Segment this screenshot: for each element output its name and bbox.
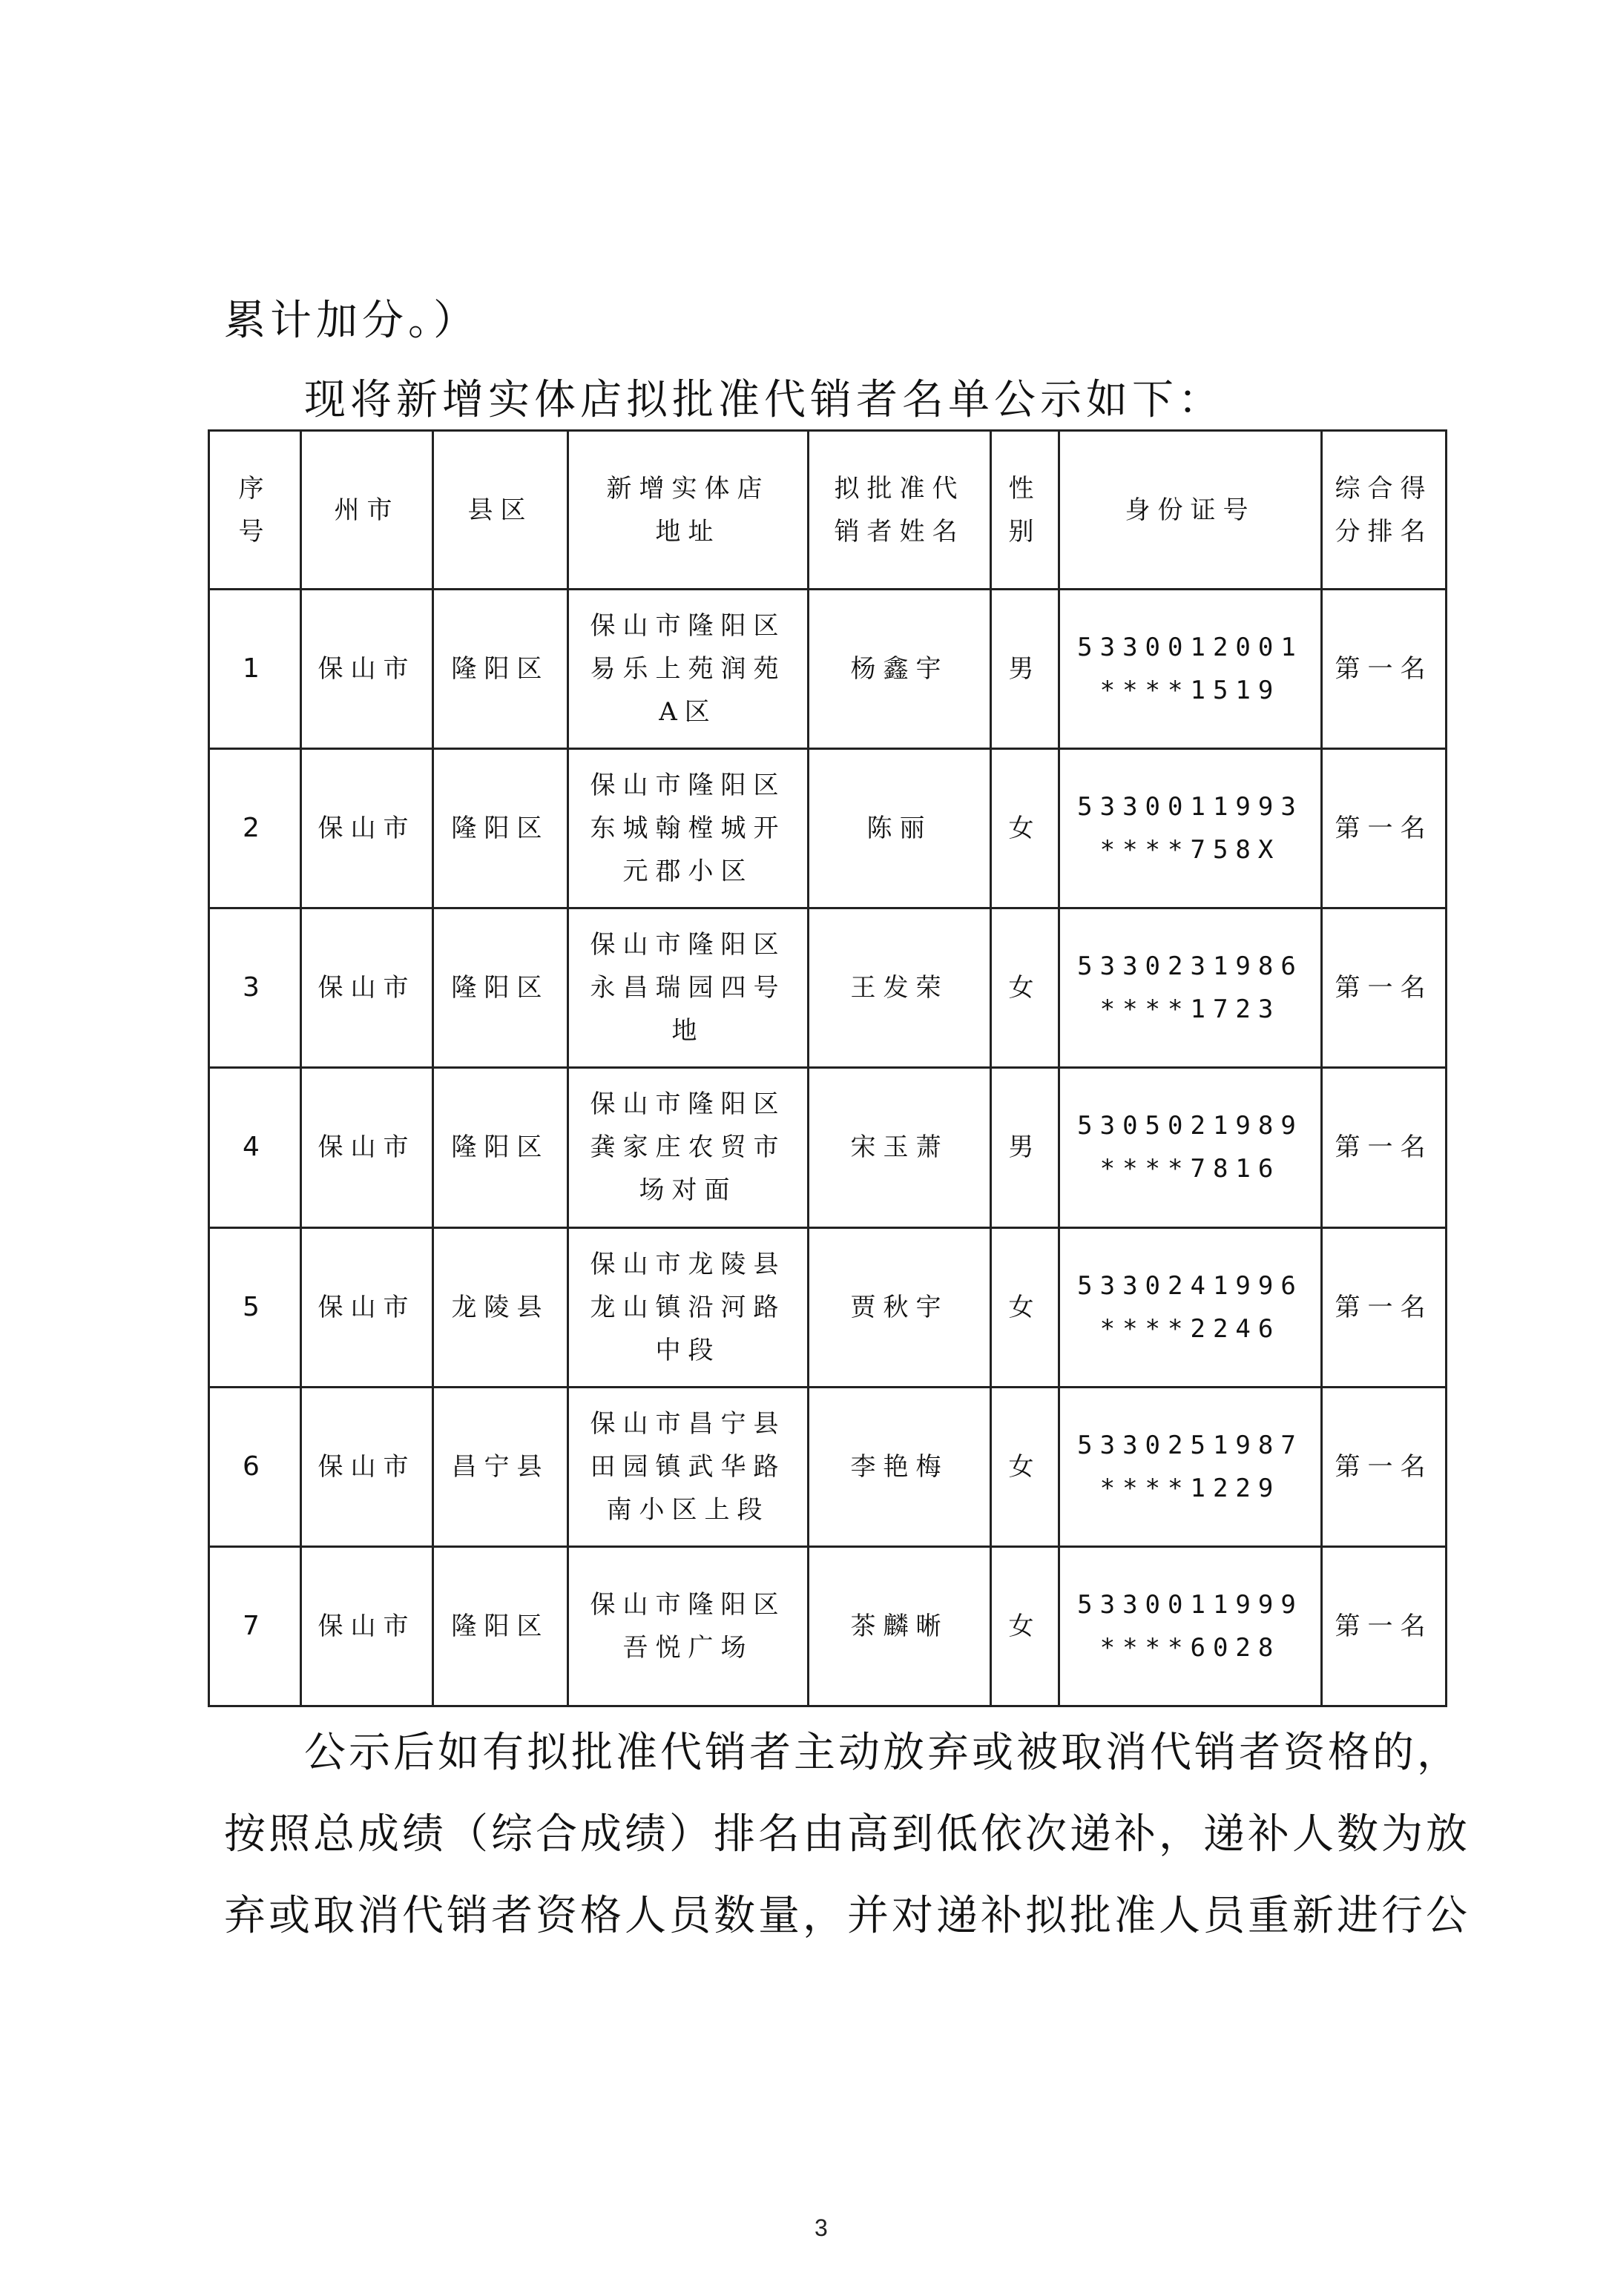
cell-rank: 第一名 [1322, 908, 1447, 1068]
address-line: A区 [659, 697, 717, 728]
cell-name: 王发荣 [809, 908, 991, 1068]
cell-seq: 5 [209, 1227, 301, 1387]
cell-name: 杨鑫宇 [809, 590, 991, 749]
table-header-row [209, 431, 1447, 590]
cell-county: 隆阳区 [433, 1546, 568, 1706]
cell-county: 隆阳区 [433, 908, 568, 1068]
cell-prefecture: 保山市 [301, 1068, 433, 1227]
header-name [809, 431, 991, 590]
cell-prefecture: 保山市 [301, 908, 433, 1068]
header-address-line: 新增实体店 [606, 473, 770, 504]
cell-prefecture: 保山市 [301, 1227, 433, 1387]
cell-address [568, 590, 809, 749]
cell-prefecture: 保山市 [301, 1546, 433, 1706]
cell-seq: 7 [209, 1546, 301, 1706]
cell-name: 宋玉萧 [809, 1068, 991, 1227]
header-seq-line: 号 [238, 516, 272, 547]
cell-rank: 第一名 [1322, 1546, 1447, 1706]
cell-id [1059, 749, 1322, 908]
id-line: ****1723 [1099, 994, 1281, 1025]
id-line: ****758X [1099, 835, 1281, 865]
notice-paragraph-line: 公示后如有拟批准代销者主动放弃或被取消代销者资格的， [304, 1729, 1461, 1777]
address-line: 南小区上段 [606, 1494, 770, 1525]
id-line: 5305021989 [1077, 1111, 1303, 1141]
cell-seq: 2 [209, 749, 301, 908]
cell-id [1059, 908, 1322, 1068]
page-number: 3 [815, 2214, 828, 2241]
cell-prefecture: 保山市 [301, 1387, 433, 1546]
address-line: 地 [671, 1016, 705, 1046]
cell-seq: 6 [209, 1387, 301, 1546]
cell-rank: 第一名 [1322, 1387, 1447, 1546]
address-line: 保山市隆阳区 [590, 1089, 786, 1120]
cell-name: 茶麟晰 [809, 1546, 991, 1706]
cell-rank: 第一名 [1322, 749, 1447, 908]
cell-name: 李艳梅 [809, 1387, 991, 1546]
table-row [209, 749, 1447, 908]
intro-paragraph: 现将新增实体店拟批准代销者名单公示如下： [304, 376, 1224, 424]
header-prefecture: 州市 [301, 431, 433, 590]
cell-gender: 女 [991, 908, 1059, 1068]
address-line: 保山市昌宁县 [590, 1408, 786, 1439]
cell-prefecture: 保山市 [301, 590, 433, 749]
cell-county: 龙陵县 [433, 1227, 568, 1387]
table-row [209, 1227, 1447, 1387]
cell-address [568, 749, 809, 908]
id-line: ****2246 [1099, 1313, 1281, 1344]
cell-rank: 第一名 [1322, 590, 1447, 749]
header-gender [991, 431, 1059, 590]
id-line: ****6028 [1099, 1632, 1281, 1663]
cell-address [568, 1546, 809, 1706]
header-rank-line: 分排名 [1335, 516, 1433, 547]
address-line: 保山市龙陵县 [590, 1249, 786, 1279]
address-line: 易乐上苑润苑 [590, 654, 786, 684]
header-gender-line: 性 [1008, 473, 1042, 504]
table-row [209, 590, 1447, 749]
id-line: ****1229 [1099, 1473, 1281, 1503]
id-line: ****7816 [1099, 1154, 1281, 1184]
address-line: 中段 [655, 1335, 721, 1365]
header-seq-line: 序 [238, 473, 272, 504]
header-name-line: 销者姓名 [834, 516, 965, 547]
cell-address [568, 1387, 809, 1546]
address-line: 元郡小区 [622, 857, 754, 887]
notice-paragraph-line: 弃或取消代销者资格人员数量，并对递补拟批准人员重新进行公 [224, 1892, 1470, 1940]
id-line: 5330251987 [1077, 1430, 1303, 1460]
cell-gender: 女 [991, 1546, 1059, 1706]
address-line: 保山市隆阳区 [590, 611, 786, 641]
table-row [209, 1387, 1447, 1546]
header-address-line: 地址 [655, 516, 721, 547]
cell-address [568, 1227, 809, 1387]
table-row [209, 908, 1447, 1068]
id-line: 5330011993 [1077, 792, 1303, 822]
header-gender-line: 别 [1008, 516, 1042, 547]
header-address [568, 431, 809, 590]
address-line: 场对面 [639, 1175, 737, 1206]
cell-county: 隆阳区 [433, 749, 568, 908]
cell-seq: 1 [209, 590, 301, 749]
id-line: 5330231986 [1077, 951, 1303, 982]
cell-seq: 4 [209, 1068, 301, 1227]
notice-paragraph-line: 按照总成绩（综合成绩）排名由高到低依次递补，递补人数为放 [224, 1810, 1470, 1858]
address-line: 龙山镇沿河路 [590, 1292, 786, 1322]
cell-gender: 女 [991, 1227, 1059, 1387]
id-line: ****1519 [1099, 676, 1281, 706]
id-line: 5330011999 [1077, 1589, 1303, 1620]
cell-seq: 3 [209, 908, 301, 1068]
dealer-roster-table [208, 429, 1447, 1707]
cell-gender: 女 [991, 749, 1059, 908]
address-line: 吾悦广场 [622, 1632, 754, 1663]
continuation-paragraph: 累计加分。） [224, 297, 479, 345]
cell-county: 昌宁县 [433, 1387, 568, 1546]
header-rank [1322, 431, 1447, 590]
cell-id [1059, 1387, 1322, 1546]
cell-address [568, 1068, 809, 1227]
cell-id [1059, 590, 1322, 749]
cell-address [568, 908, 809, 1068]
cell-rank: 第一名 [1322, 1068, 1447, 1227]
header-rank-line: 综合得 [1335, 473, 1433, 504]
cell-county: 隆阳区 [433, 590, 568, 749]
address-line: 永昌瑞园四号 [590, 973, 786, 1003]
address-line: 田园镇武华路 [590, 1451, 786, 1482]
address-line: 龚家庄农贸市 [590, 1132, 786, 1163]
address-line: 东城翰樘城开 [590, 814, 786, 844]
id-line: 5330241996 [1077, 1270, 1303, 1301]
cell-name: 贾秋宇 [809, 1227, 991, 1387]
header-county: 县区 [433, 431, 568, 590]
cell-id [1059, 1546, 1322, 1706]
cell-rank: 第一名 [1322, 1227, 1447, 1387]
cell-gender: 男 [991, 590, 1059, 749]
cell-gender: 男 [991, 1068, 1059, 1227]
cell-gender: 女 [991, 1387, 1059, 1546]
header-name-line: 拟批准代 [834, 473, 965, 504]
table-row [209, 1546, 1447, 1706]
id-line: 5330012001 [1077, 633, 1303, 663]
header-seq [209, 431, 301, 590]
cell-county: 隆阳区 [433, 1068, 568, 1227]
header-id: 身份证号 [1059, 431, 1322, 590]
address-line: 保山市隆阳区 [590, 930, 786, 960]
address-line: 保山市隆阳区 [590, 771, 786, 801]
address-line: 保山市隆阳区 [590, 1589, 786, 1620]
cell-prefecture: 保山市 [301, 749, 433, 908]
table-row [209, 1068, 1447, 1227]
cell-id [1059, 1068, 1322, 1227]
cell-name: 陈丽 [809, 749, 991, 908]
cell-id [1059, 1227, 1322, 1387]
